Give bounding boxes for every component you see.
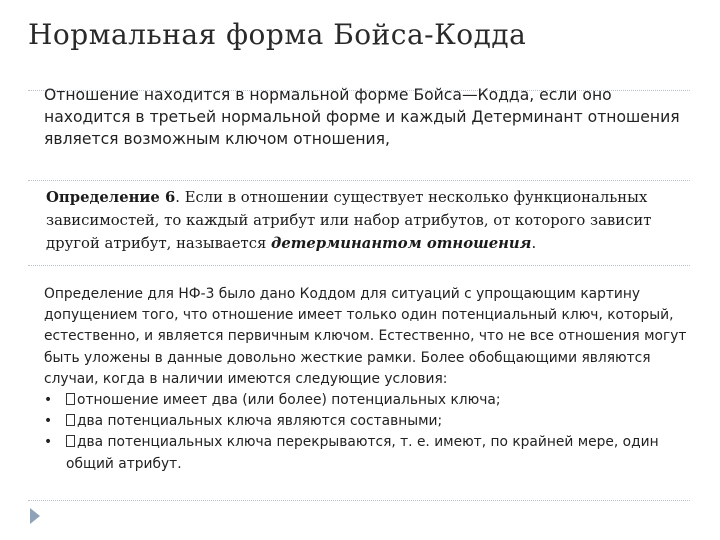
list-item bbox=[44, 411, 694, 432]
body-section bbox=[44, 284, 694, 475]
slide-title: Нормальная форма Бойса-Кодда bbox=[28, 18, 527, 51]
conditions-list bbox=[44, 390, 694, 475]
definition-block bbox=[46, 186, 686, 255]
intro-paragraph: Отношение находится в нормальной форме Бойса—Кодда, если оно находится в третьей нормальной форме и каждый Детерминант отношения является возможным ключом отношения, bbox=[44, 86, 680, 148]
missing-glyph-icon bbox=[66, 414, 75, 426]
list-item-text: отношение имеет два (или более) потенциальных ключа; bbox=[77, 392, 501, 409]
divider-bottom bbox=[28, 500, 690, 501]
bullet-icon: • bbox=[44, 392, 53, 409]
list-item-text: два потенциальных ключа перекрываются, т. е. имеют, по крайней мере, один общий атрибут. bbox=[66, 434, 659, 472]
missing-glyph-icon bbox=[66, 435, 75, 447]
list-item bbox=[44, 390, 694, 411]
definition-end: . bbox=[531, 235, 537, 252]
list-item bbox=[44, 432, 694, 474]
next-slide-arrow-icon[interactable] bbox=[30, 508, 40, 524]
definition-text: . Если в отношении существует несколько функциональных зависимостей, то каждый атрибут или набор атрибутов, от которого зависит другой атрибут, называется bbox=[46, 189, 652, 252]
bullet-icon: • bbox=[44, 413, 53, 430]
definition-term: детерминантом отношения bbox=[271, 235, 532, 252]
list-item-text: два потенциальных ключа являются составными; bbox=[77, 413, 443, 430]
body-paragraph: Определение для НФ-3 было дано Коддом для ситуаций с упрощающим картину допущением того, что отношение имеет только один потенциальный ключ, который, естественно, и является первичным ключом. Естественно, что не все отношения могут быть уложены в данные довольно жесткие рамки. Более обобщающими являются случаи, когда в наличии имеются следующие условия: bbox=[44, 286, 687, 387]
definition-label: Определение 6 bbox=[46, 189, 176, 206]
bullet-icon: • bbox=[44, 434, 53, 451]
divider-lower bbox=[28, 265, 690, 266]
missing-glyph-icon bbox=[66, 393, 75, 405]
divider-middle bbox=[28, 180, 690, 181]
